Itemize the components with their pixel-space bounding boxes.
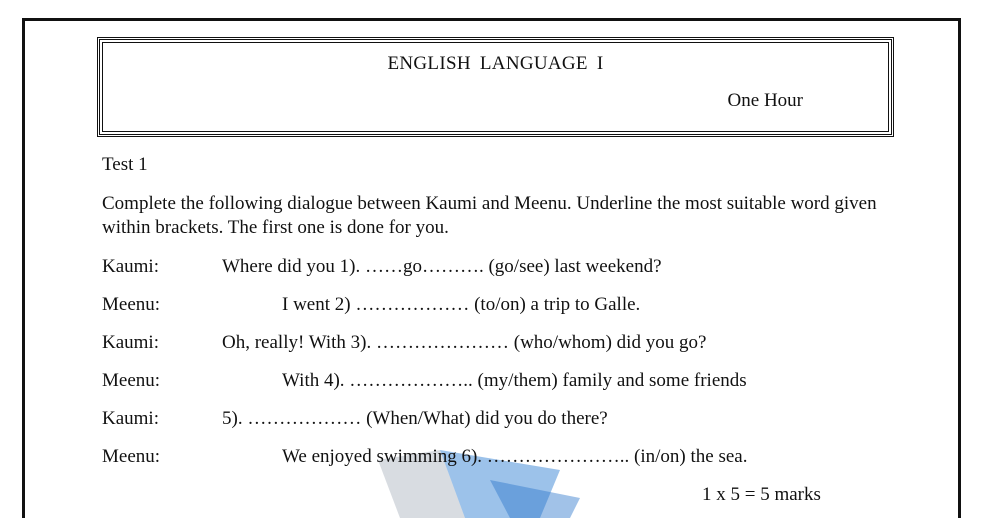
speaker-name: Kaumi: — [102, 256, 159, 277]
speaker-name: Kaumi: — [102, 332, 159, 353]
dialogue-text: Oh, really! With 3). ………………… (who/whom) did you go? — [222, 332, 707, 353]
dialogue-text: We enjoyed swimming 6). ………………….. (in/on) the sea. — [282, 446, 748, 467]
speaker-name: Meenu: — [102, 294, 161, 315]
speaker-name: Meenu: — [102, 370, 161, 391]
test-label: Test 1 — [102, 154, 148, 175]
speaker-name: Meenu: — [102, 446, 161, 467]
speaker-name: Kaumi: — [102, 408, 159, 429]
dialogue-text: Where did you 1). ……go………. (go/see) last weekend? — [222, 256, 662, 277]
marks-allocation: 1 x 5 = 5 marks — [702, 484, 821, 505]
test-instructions: Complete the following dialogue between Kaumi and Meenu. Underline the most suitable word given within brackets. The first one is done for you. — [102, 193, 877, 238]
dialogue-text: With 4). ……………….. (my/them) family and some friends — [282, 370, 747, 391]
dialogue-text: I went 2) ……………… (to/on) a trip to Galle. — [282, 294, 641, 315]
exam-title: ENGLISH LANGUAGE I — [387, 53, 604, 74]
exam-duration: One Hour — [727, 90, 803, 111]
title-box — [97, 37, 894, 137]
dialogue-text: 5). ……………… (When/What) did you do there? — [222, 408, 608, 429]
